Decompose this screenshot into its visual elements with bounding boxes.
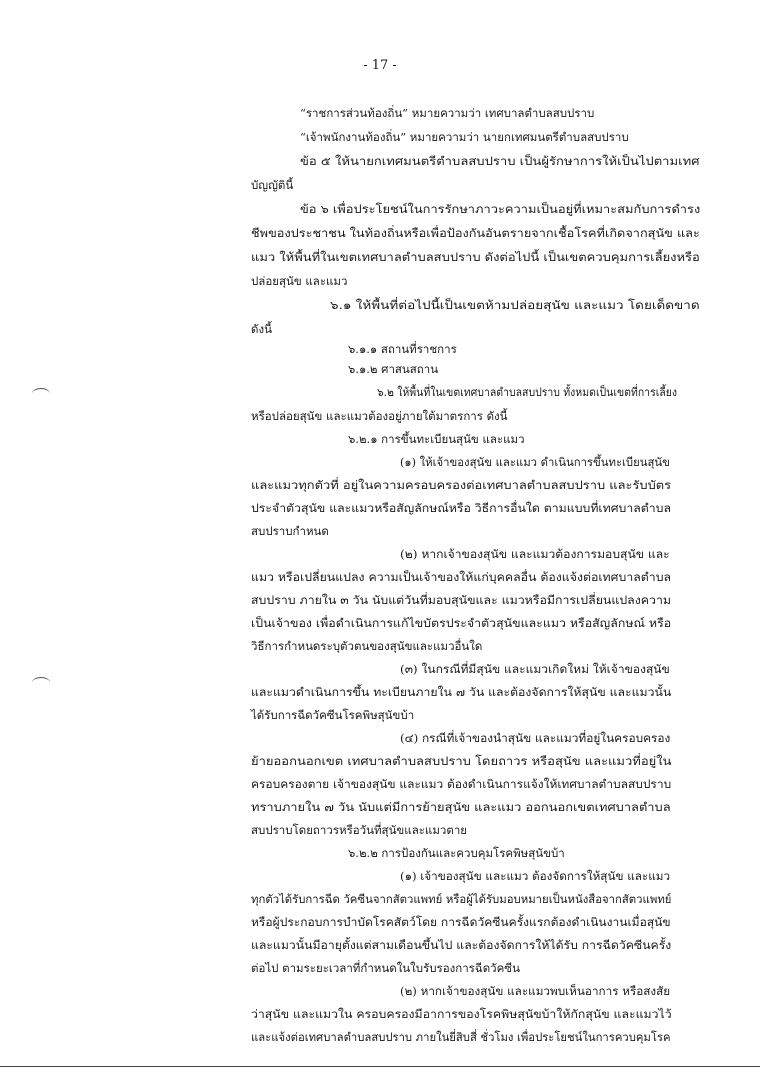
- body-text-line: ครอบครองตาย เจ้าของสุนัข และแมว ต้องดำเนินการแจ้งให้เทศบาลตำบลสบปราบ: [251, 777, 672, 791]
- body-text-line: ๖.๑.๒ ศาสนสถาน: [348, 362, 439, 376]
- body-text-line: ชีพของประชาชน ในท้องถิ่นหรือเพื่อป้องกันอันตรายจากเชื้อโรคที่เกิดจากสุนัข และ: [251, 226, 700, 240]
- body-text-line: เป็นเจ้าของ เพื่อดำเนินการแก้ไขบัตรประจำตัวสุนัขและแมว หรือสัญลักษณ์ หรือ: [251, 616, 672, 630]
- body-text-line: ๖.๒.๑ การขึ้นทะเบียนสุนัข และแมว: [348, 432, 525, 446]
- body-text-line: ปล่อยสุนัข และแมว: [251, 274, 348, 288]
- punch-hole-mark: [32, 388, 50, 399]
- body-text-line: หรือผู้ประกอบการบำบัดโรคสัตว์โดย การฉีดวัคซีนครั้งแรกต้องดำเนินงานเมื่อสุนัข: [251, 915, 671, 929]
- body-text-line: วิธีการกำหนดระบุตัวตนของสุนัขและแมวอื่นใด: [251, 639, 483, 653]
- body-text-line: ดังนี้: [251, 322, 272, 336]
- body-text-line: สบปราบกำหนด: [251, 524, 329, 538]
- body-text-line: ว่าสุนัข และแมวใน ครอบครองมีอาการของโรคพิษสุนัขบ้าให้กักสุนัข และแมวไว้: [251, 1007, 672, 1021]
- body-text-line: ทราบภายใน ๗ วัน นับแต่มีการย้ายสุนัข และแมว ออกนอกเขตเทศบาลตำบล: [251, 800, 671, 814]
- body-text-line: (๑) เจ้าของสุนัข และแมว ต้องจัดการให้สุนัข และแมว: [400, 869, 671, 883]
- body-text-line: และแมวดำเนินการขึ้น ทะเบียนภายใน ๗ วัน และต้องจัดการให้สุนัข และแมวนั้น: [251, 685, 672, 699]
- body-text-line: ๖.๑.๑ สถานที่ราชการ: [348, 342, 457, 356]
- body-text-line: (๑) ให้เจ้าของสุนัข และแมว ดำเนินการขึ้นทะเบียนสุนัข: [400, 455, 670, 469]
- body-text-line: และแมวทุกตัวที่ อยู่ในความครอบครองต่อเทศบาลตำบลสบปราบ และรับบัตร: [251, 478, 672, 492]
- body-text-line: ต่อไป ตามระยะเวลาที่กำหนดในใบรับรองการฉีดวัคซีน: [251, 961, 520, 975]
- body-text-line: (๔) กรณีที่เจ้าของนำสุนัข และแมวที่อยู่ในครอบครอง: [400, 731, 671, 745]
- body-text-line: สบปราบโดยถาวรหรือวันที่สุนัขและแมวตาย: [251, 823, 468, 837]
- body-text-line: บัญญัตินี้: [251, 178, 294, 192]
- body-text-line: และแจ้งต่อเทศบาลตำบลสบปราบ ภายในยี่สิบสี่ ชั่วโมง เพื่อประโยชน์ในการควบคุมโรค: [251, 1030, 671, 1044]
- body-text-line: ได้รับการฉีดวัคซีนโรคพิษสุนัขบ้า: [251, 708, 415, 722]
- body-text-line: แมว ให้พื้นที่ในเขตเทศบาลตำบลสบปราบ ดังต่อไปนี้ เป็นเขตควบคุมการเลี้ยงหรือ: [251, 250, 700, 264]
- body-text-line: แมว หรือเปลี่ยนแปลง ความเป็นเจ้าของให้แก่บุคคลอื่น ต้องแจ้งต่อเทศบาลตำบล: [251, 570, 672, 584]
- body-text-line: (๒) หากเจ้าของสุนัข และแมวพบเห็นอาการ หรือสงสัย: [400, 984, 671, 998]
- body-text-line: และแมวนั้นมีอายุตั้งแต่สามเดือนขึ้นไป และต้องจัดการให้ได้รับ การฉีดวัคซีนครั้ง: [251, 938, 672, 952]
- body-text-line: ข้อ ๕ ให้นายกเทศมนตรีตำบลสบปราบ เป็นผู้รักษาการให้เป็นไปตามเทศ: [300, 154, 700, 168]
- body-text-line: “เจ้าพนักงานท้องถิ่น” หมายความว่า นายกเทศมนตรีตำบลสบปราบ: [300, 130, 629, 144]
- page-number: - 17 -: [363, 58, 397, 73]
- scan-edge-line: [0, 1066, 760, 1067]
- body-text-line: ย้ายออกนอกเขต เทศบาลตำบลสบปราบ โดยถาวร หรือสุนัข และแมวที่อยู่ใน: [251, 754, 672, 768]
- body-text-line: ประจำตัวสุนัข และแมวหรือสัญลักษณ์หรือ วิธีการอื่นใด ตามแบบที่เทศบาลตำบล: [251, 501, 672, 515]
- body-text-line: หรือปล่อยสุนัข และแมวต้องอยู่ภายใต้มาตรการ ดังนี้: [251, 409, 508, 423]
- punch-hole-mark: [32, 677, 50, 688]
- body-text-line: ทุกตัวได้รับการฉีด วัคซีนจากสัตวแพทย์ หรือผู้ได้รับมอบหมายเป็นหนังสือจากสัตวแพทย์: [251, 892, 672, 906]
- body-text-line: สบปราบ ภายใน ๓ วัน นับแต่วันที่มอบสุนัขและ แมวหรือมีการเปลี่ยนแปลงความ: [251, 593, 672, 607]
- body-text-line: (๒) หากเจ้าของสุนัข และแมวต้องการมอบสุนัข และ: [400, 547, 670, 561]
- body-text-line: ๖.๑ ให้พื้นที่ต่อไปนี้เป็นเขตห้ามปล่อยสุนัข และแมว โดยเด็ดขาด: [330, 298, 700, 312]
- body-text-line: ๖.๒.๒ การป้องกันและควบคุมโรคพิษสุนัขบ้า: [348, 846, 565, 860]
- body-text-line: (๓) ในกรณีที่มีสุนัข และแมวเกิดใหม่ ให้เจ้าของสุนัข: [400, 662, 670, 676]
- body-text-line: ๖.๒ ให้พื้นที่ในเขตเทศบาลตำบลสบปราบ ทั้งหมดเป็นเขตที่การเลี้ยง: [377, 385, 677, 399]
- body-text-line: “ราชการส่วนท้องถิ่น” หมายความว่า เทศบาลตำบลสบปราบ: [300, 106, 595, 120]
- body-text-line: ข้อ ๖ เพื่อประโยชน์ในการรักษาภาวะความเป็นอยู่ที่เหมาะสมกับการดำรง: [300, 202, 701, 216]
